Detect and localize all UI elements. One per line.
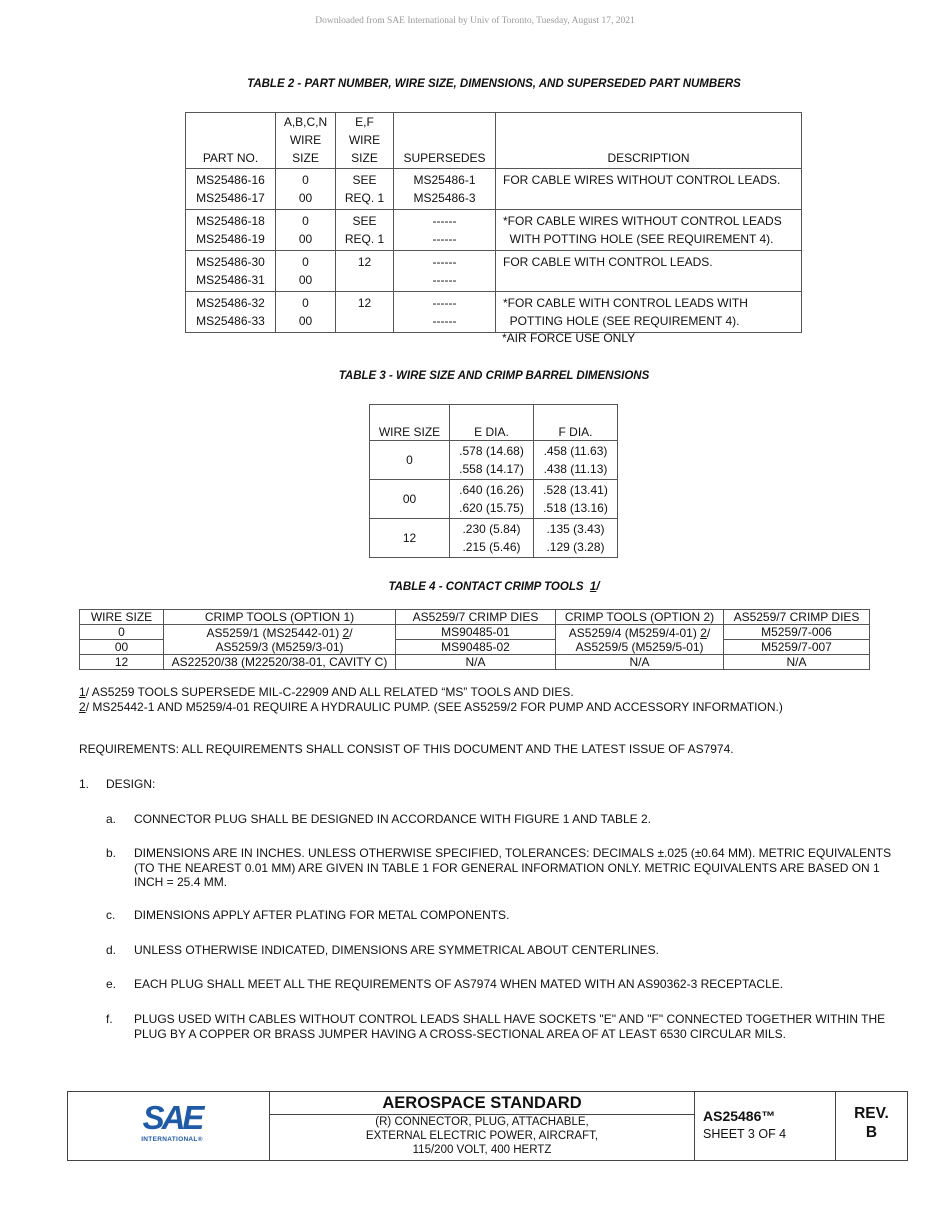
wire-size: 0 xyxy=(370,441,450,480)
supersedes: ------ xyxy=(432,232,457,246)
item-letter: a. xyxy=(106,812,117,826)
revision-cell xyxy=(836,1092,907,1160)
design-item: UNLESS OTHERWISE INDICATED, DIMENSIONS ARE SYMMETRICAL ABOUT CENTERLINES. xyxy=(134,943,659,957)
footnote: 1/ AS5259 TOOLS SUPERSEDE MIL-C-22909 AND ALL RELATED “MS” TOOLS AND DIES. xyxy=(79,685,574,699)
table4 xyxy=(79,609,870,670)
header-crimp-dies-1: AS5259/7 CRIMP DIES xyxy=(396,610,556,625)
table2 xyxy=(185,112,802,333)
f-dia-max: .458 (11.63) xyxy=(543,444,608,458)
doc-number-cell xyxy=(695,1092,836,1160)
part-number: MS25486-30 xyxy=(196,255,265,269)
revision-value: B xyxy=(865,1124,878,1141)
ef-size: 12 xyxy=(357,296,372,310)
part-number: MS25486-31 xyxy=(196,273,265,287)
ef-size: REQ. 1 xyxy=(344,191,385,205)
abcn-size: 00 xyxy=(298,273,313,287)
header-crimp-dies-2: AS5259/7 CRIMP DIES xyxy=(724,610,870,625)
crimp-die: MS90485-01 xyxy=(396,625,556,640)
table3 xyxy=(369,404,618,558)
design-item: DIMENSIONS APPLY AFTER PLATING FOR METAL COMPONENTS. xyxy=(134,908,510,922)
supersedes: MS25486-1 xyxy=(413,173,476,187)
header-abcn-wire-size: A,B,C,N WIRE SIZE xyxy=(276,113,336,169)
abcn-size: 0 xyxy=(302,255,309,269)
header-wire-size: WIRE SIZE xyxy=(370,405,450,441)
air-force-note: *AIR FORCE USE ONLY xyxy=(502,331,636,345)
e-dia-max: .640 (16.26) xyxy=(459,483,524,497)
footnote: 2/ MS25442-1 AND M5259/4-01 REQUIRE A HYDRAULIC PUMP. (SEE AS5259/2 FOR PUMP AND ACCESSORY INFORMATION.) xyxy=(79,699,783,714)
sheet-number: SHEET 3 OF 4 xyxy=(703,1127,787,1141)
wire-size: 0 xyxy=(80,625,164,640)
header-description: DESCRIPTION xyxy=(496,113,802,169)
description: *FOR CABLE WITH CONTROL LEADS WITH xyxy=(503,296,748,310)
design-item: PLUGS USED WITH CABLES WITHOUT CONTROL LEADS SHALL HAVE SOCKETS "E" AND "F" CONNECTED TOGETHER WITHIN THE PLUG BY A COPPER OR BRASS JUMPER HAVING A CROSS-SECTIONAL AREA OF AT LEAST 6530 CIRCULAR MILS. xyxy=(134,1012,886,1041)
abcn-size: 00 xyxy=(298,191,313,205)
table-row xyxy=(370,441,618,480)
footnote-ref: 1 xyxy=(589,581,597,593)
download-notice: Downloaded from SAE International by Univ of Toronto, Tuesday, August 17, 2021 xyxy=(315,16,635,26)
abcn-size: 0 xyxy=(302,214,309,228)
supersedes: ------ xyxy=(432,255,457,269)
table4-title: TABLE 4 - CONTACT CRIMP TOOLS 1/ xyxy=(388,581,600,593)
abcn-size: 00 xyxy=(298,232,313,246)
item-letter: e. xyxy=(106,977,117,991)
crimp-tool-option-1: AS5259/1 (MS25442-01) 2/ AS5259/3 (M5259/3-01) xyxy=(164,625,396,655)
abcn-size: 00 xyxy=(298,314,313,328)
table-row xyxy=(186,292,802,333)
abcn-size: 0 xyxy=(302,296,309,310)
e-dia-max: .578 (14.68) xyxy=(459,444,524,458)
supersedes: ------ xyxy=(432,214,457,228)
document-number: AS25486™ xyxy=(703,1108,776,1124)
abcn-size: 0 xyxy=(302,173,309,187)
standard-heading: AEROSPACE STANDARD xyxy=(270,1092,694,1115)
table3-title: TABLE 3 - WIRE SIZE AND CRIMP BARREL DIMENSIONS xyxy=(338,370,650,382)
part-number: MS25486-32 xyxy=(196,296,265,310)
crimp-die: M5259/7-007 xyxy=(724,640,870,655)
footnotes xyxy=(79,685,899,714)
description: WITH POTTING HOLE (SEE REQUIREMENT 4). xyxy=(503,232,774,246)
part-number: MS25486-33 xyxy=(196,314,265,328)
supersedes: ------ xyxy=(432,296,457,310)
ef-size: SEE xyxy=(352,173,377,187)
header-supersedes: SUPERSEDES xyxy=(394,113,496,169)
design-item: DIMENSIONS ARE IN INCHES. UNLESS OTHERWISE SPECIFIED, TOLERANCES: DECIMALS ±.025 (±0.64 MM). METRIC EQUIVALENTS (TO THE NEAREST 0.01 MM) ARE GIVEN IN TABLE 1 FOR GENERAL INFORMATION ONLY. METRIC EQUIVALENTS ARE BASED ON 1 INCH = 25.4 MM. xyxy=(134,846,892,889)
header-ef-wire-size: E,F WIRE SIZE xyxy=(336,113,394,169)
header-e-dia: E DIA. xyxy=(450,405,534,441)
crimp-tool-option-2: AS5259/4 (M5259/4-01) 2/ AS5259/5 (M5259/5-01) xyxy=(556,625,724,655)
supersedes: MS25486-3 xyxy=(413,191,476,205)
wire-size: 00 xyxy=(370,480,450,519)
requirements-statement: REQUIREMENTS: ALL REQUIREMENTS SHALL CONSIST OF THIS DOCUMENT AND THE LATEST ISSUE OF AS7974. xyxy=(79,742,734,756)
description: POTTING HOLE (SEE REQUIREMENT 4). xyxy=(503,314,740,328)
item-letter: d. xyxy=(106,943,117,957)
description: FOR CABLE WIRES WITHOUT CONTROL LEADS. xyxy=(503,173,781,187)
header-crimp-tools-option-1: CRIMP TOOLS (OPTION 1) xyxy=(164,610,396,625)
logo-cell xyxy=(68,1092,270,1160)
f-dia-max: .135 (3.43) xyxy=(546,522,605,536)
crimp-tool-option-2: N/A xyxy=(556,655,724,670)
standard-description: (R) CONNECTOR, PLUG, ATTACHABLE, EXTERNAL ELECTRIC POWER, AIRCRAFT, 115/200 VOLT, 400 HERTZ xyxy=(365,1116,599,1156)
table-row xyxy=(186,169,802,210)
e-dia-max: .230 (5.84) xyxy=(462,522,521,536)
crimp-die: M5259/7-006 xyxy=(724,625,870,640)
part-number: MS25486-18 xyxy=(196,214,265,228)
crimp-tool-option-1: AS22520/38 (M22520/38-01, CAVITY C) xyxy=(164,655,396,670)
crimp-die: N/A xyxy=(724,655,870,670)
supersedes: ------ xyxy=(432,314,457,328)
design-item: CONNECTOR PLUG SHALL BE DESIGNED IN ACCORDANCE WITH FIGURE 1 AND TABLE 2. xyxy=(134,812,651,826)
part-number: MS25486-17 xyxy=(196,191,265,205)
supersedes: ------ xyxy=(432,273,457,287)
header-wire-size: WIRE SIZE xyxy=(80,610,164,625)
table-row xyxy=(186,210,802,251)
description: FOR CABLE WITH CONTROL LEADS. xyxy=(503,255,713,269)
header-f-dia: F DIA. xyxy=(534,405,618,441)
e-dia-min: .620 (15.75) xyxy=(459,501,524,515)
description: *FOR CABLE WIRES WITHOUT CONTROL LEADS xyxy=(503,214,782,228)
section-title: DESIGN: xyxy=(106,777,156,791)
standard-cell xyxy=(270,1092,695,1160)
item-letter: c. xyxy=(106,908,116,922)
f-dia-max: .528 (13.41) xyxy=(543,483,608,497)
ef-size: REQ. 1 xyxy=(344,232,385,246)
table-row xyxy=(80,655,870,670)
table2-title: TABLE 2 - PART NUMBER, WIRE SIZE, DIMENSIONS, AND SUPERSEDED PART NUMBERS xyxy=(247,78,741,90)
crimp-die: N/A xyxy=(396,655,556,670)
f-dia-min: .129 (3.28) xyxy=(546,540,605,554)
header-part-no: PART NO. xyxy=(186,113,276,169)
title-block xyxy=(67,1091,908,1161)
table-row xyxy=(186,251,802,292)
section-number: 1. xyxy=(79,777,90,791)
table-row xyxy=(80,625,870,640)
f-dia-min: .518 (13.16) xyxy=(543,501,608,515)
wire-size: 00 xyxy=(80,640,164,655)
part-number: MS25486-19 xyxy=(196,232,265,246)
wire-size: 12 xyxy=(80,655,164,670)
header-crimp-tools-option-2: CRIMP TOOLS (OPTION 2) xyxy=(556,610,724,625)
item-letter: b. xyxy=(106,846,117,860)
e-dia-min: .215 (5.46) xyxy=(462,540,521,554)
table-row xyxy=(370,519,618,558)
ef-size: SEE xyxy=(352,214,377,228)
table3-header-row xyxy=(370,405,618,441)
table2-header-row xyxy=(186,113,802,169)
ef-size: 12 xyxy=(357,255,372,269)
item-letter: f. xyxy=(106,1012,113,1026)
revision-label: REV. xyxy=(854,1105,889,1122)
table-row xyxy=(370,480,618,519)
wire-size: 12 xyxy=(370,519,450,558)
design-item: EACH PLUG SHALL MEET ALL THE REQUIREMENTS OF AS7974 WHEN MATED WITH AN AS90362-3 RECEPTACLE. xyxy=(134,977,784,991)
table4-header-row xyxy=(80,610,870,625)
sae-logo: SAE INTERNATIONAL® xyxy=(141,1099,203,1143)
part-number: MS25486-16 xyxy=(196,173,265,187)
crimp-die: MS90485-02 xyxy=(396,640,556,655)
f-dia-min: .438 (11.13) xyxy=(543,462,608,476)
e-dia-min: .558 (14.17) xyxy=(459,462,524,476)
